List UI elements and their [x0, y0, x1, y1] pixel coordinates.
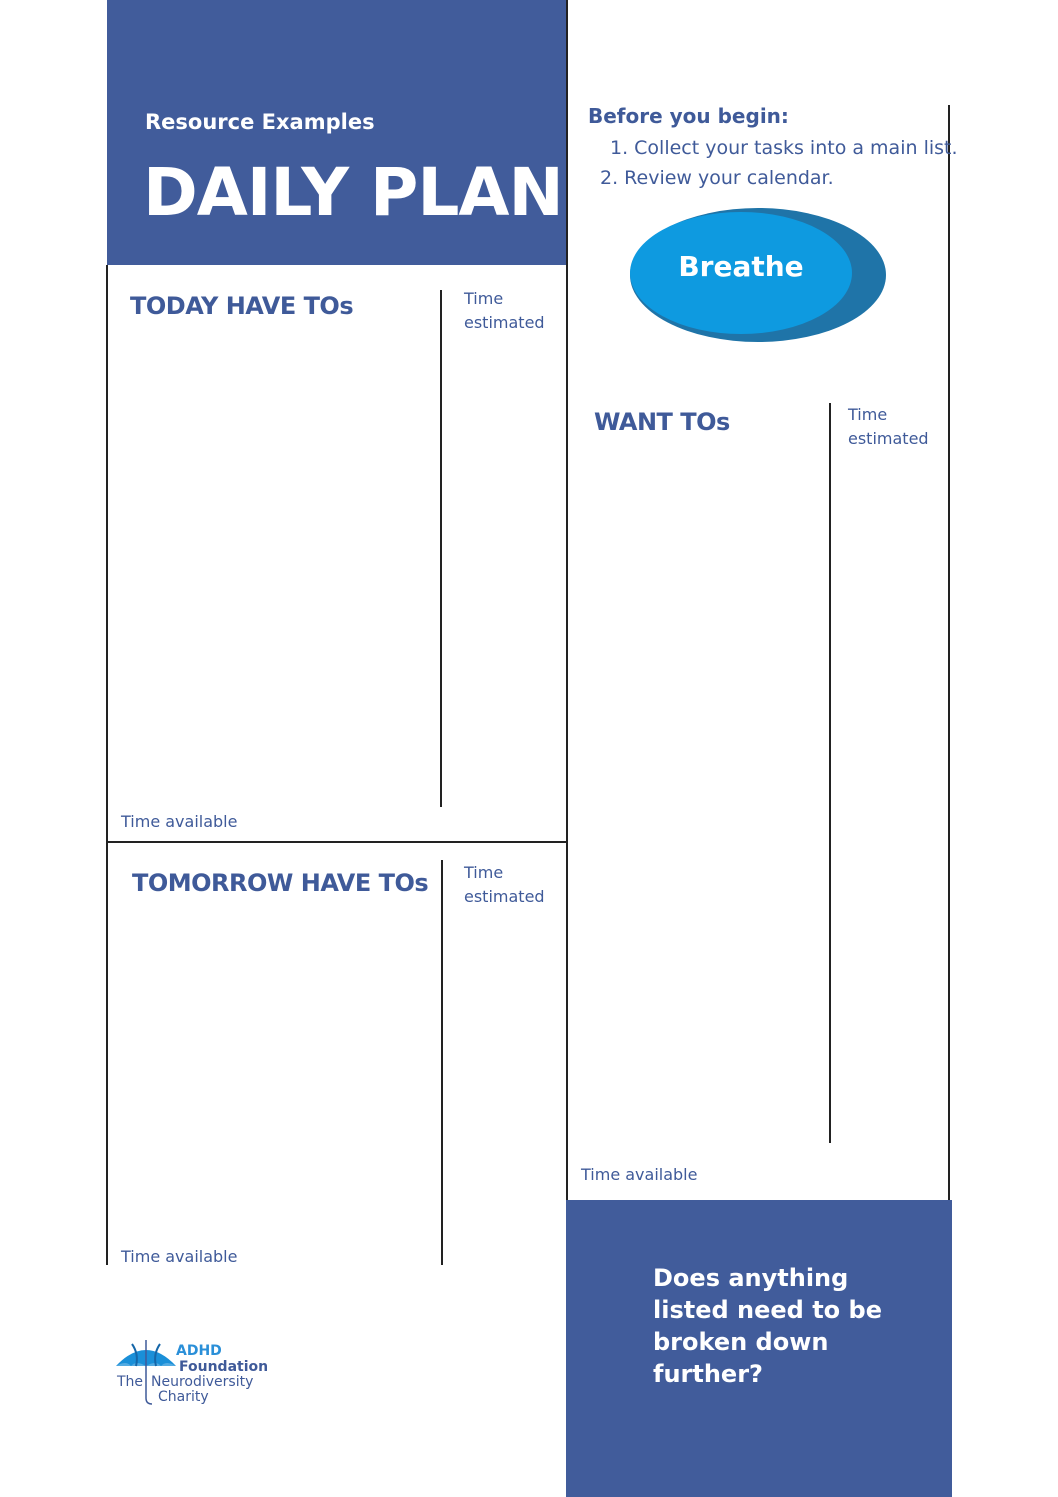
logo-line-adhd: ADHD	[176, 1343, 222, 1359]
logo-line-neurodiversity: Neurodiversity	[151, 1374, 254, 1390]
left-border-line	[106, 265, 108, 1265]
right-border-line	[948, 105, 950, 1200]
before-begin-steps	[600, 133, 958, 193]
today-time-column-line	[440, 290, 442, 807]
breakdown-question: Does anything listed need to be broken down further?	[653, 1264, 882, 1388]
step-item-1: 1. Collect your tasks into a main list.	[610, 137, 958, 159]
logo-line-charity: Charity	[158, 1389, 209, 1405]
want-time-estimated-label: Time estimated	[848, 405, 929, 448]
today-tomorrow-divider	[106, 841, 568, 843]
tomorrow-time-available-label: Time available	[121, 1247, 238, 1266]
today-time-estimated-label: Time estimated	[464, 289, 545, 332]
today-time-available-label: Time available	[121, 812, 238, 831]
want-time-column-line	[829, 403, 831, 1143]
tomorrow-time-estimated-label: Time estimated	[464, 863, 545, 906]
header-subtitle: Resource Examples	[145, 110, 375, 134]
step-item-2: 2. Review your calendar.	[600, 167, 834, 189]
page-title: DAILY PLAN	[143, 154, 563, 231]
want-time-available-label: Time available	[581, 1165, 698, 1184]
breathe-label: Breathe	[678, 250, 804, 283]
before-begin-title: Before you begin:	[588, 104, 789, 128]
logo-line-the: The	[117, 1374, 144, 1390]
logo-line-foundation: Foundation	[179, 1359, 269, 1375]
today-heading: TODAY HAVE TOs	[130, 292, 354, 320]
want-heading: WANT TOs	[594, 408, 730, 436]
center-divider-line	[566, 0, 568, 1200]
tomorrow-heading: TOMORROW HAVE TOs	[132, 869, 429, 897]
tomorrow-time-column-line	[441, 860, 443, 1265]
